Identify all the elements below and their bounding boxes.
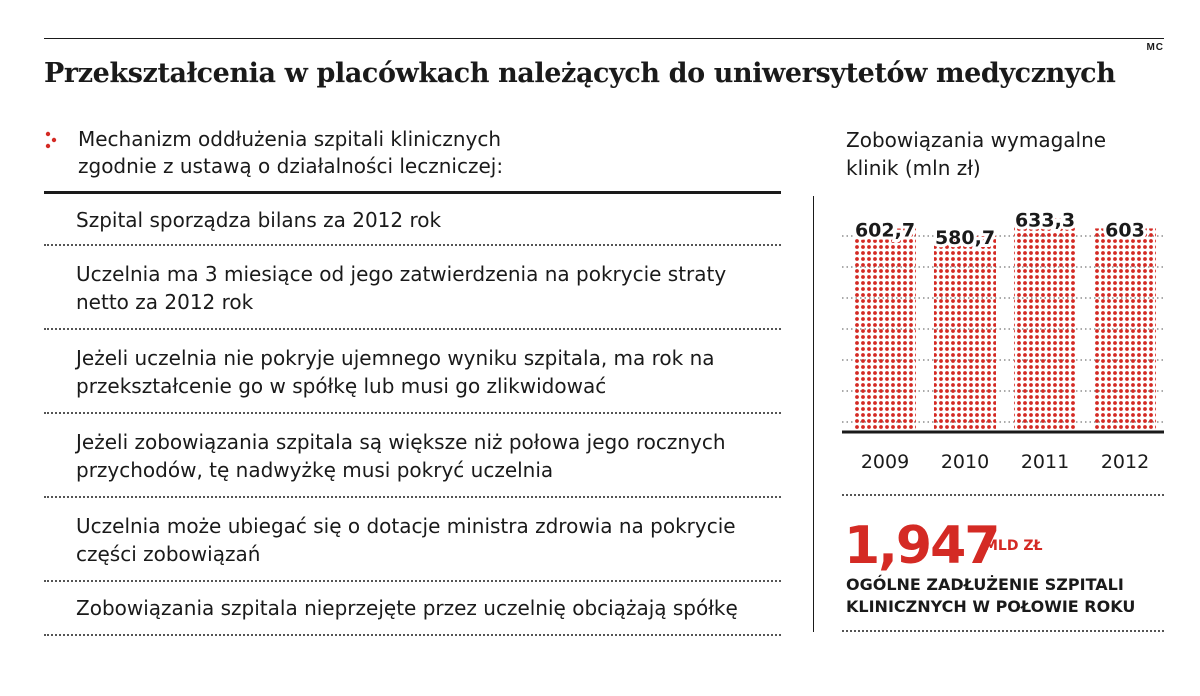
value-label-2011: 633,3 [1014,209,1076,232]
heading-line-2: zgodnie z ustawą o działalności leczniczej: [78,154,504,178]
tick-label-2010: 2010 [940,451,990,473]
tick-label-2009: 2009 [860,451,910,473]
credit: MC [1146,42,1164,53]
total-debt-value: 1,947 [844,516,999,576]
chart-label [846,126,1166,182]
step-line-2: przekształcenie go w spółkę lub musi go zlikwidować [76,374,607,398]
right-divider-middle [842,494,1164,496]
tick-label-2011: 2011 [1020,451,1070,473]
step-line-1: Szpital sporządza bilans za 2012 rok [76,208,442,232]
bar-2012 [1094,228,1156,430]
heading-line-1: Mechanizm oddłużenia szpitali klinicznych [78,127,502,151]
column-divider [813,196,814,632]
step-text [76,512,776,568]
steps-list [44,194,781,636]
list-item [44,246,781,330]
step-line-2: przychodów, tę nadwyżkę musi pokryć uczelnia [76,458,554,482]
tick-label-2012: 2012 [1100,451,1150,473]
value-label-2009: 602,7 [854,219,916,242]
bar-2009 [854,229,916,430]
step-text [76,206,776,234]
chart-bars [854,218,1156,430]
caption-line-1: OGÓLNE ZADŁUŻENIE SZPITALI [846,575,1124,594]
step-text [76,344,776,400]
step-line-1: Uczelnia ma 3 miesiące od jego zatwierdzenia na pokrycie straty [76,262,727,286]
step-text [76,594,776,622]
step-line-2: netto za 2012 rok [76,290,254,314]
liabilities-bar-chart [842,196,1164,486]
total-debt-unit: MLD ZŁ [984,538,1043,554]
chart-tick-labels [861,451,1149,473]
right-divider-bottom [842,630,1164,632]
caption-line-2: KLINICZNYCH W POŁOWIE ROKU [846,597,1136,616]
value-label-2012: 603 [1105,219,1145,242]
page-title: Przekształcenia w placówkach należących do uniwersytetów medycznych [44,58,1116,89]
value-label-2010: 580,7 [934,226,996,249]
step-line-1: Uczelnia może ubiegać się o dotacje ministra zdrowia na pokrycie [76,514,736,538]
bar-2010 [934,236,996,430]
bullet-icon [44,130,60,150]
mechanism-heading-text [78,126,778,180]
bar-2011 [1014,218,1076,430]
list-item [44,582,781,636]
step-line-1: Zobowiązania szpitala nieprzejęte przez uczelnię obciążają spółkę [76,596,738,620]
step-text [76,428,776,484]
list-item [44,498,781,582]
list-item [44,414,781,498]
list-item [44,194,781,246]
total-debt-caption [846,574,1166,618]
step-line-1: Jeżeli uczelnia nie pokryje ujemnego wyniku szpitala, ma rok na [76,346,715,370]
step-line-2: części zobowiązań [76,542,261,566]
step-line-1: Jeżeli zobowiązania szpitala są większe niż połowa jego rocznych [76,430,726,454]
chart-label-line-2: klinik (mln zł) [846,156,981,180]
top-rule [44,38,1164,39]
step-text [76,260,776,316]
list-item [44,330,781,414]
chart-label-line-1: Zobowiązania wymagalne [846,128,1107,152]
